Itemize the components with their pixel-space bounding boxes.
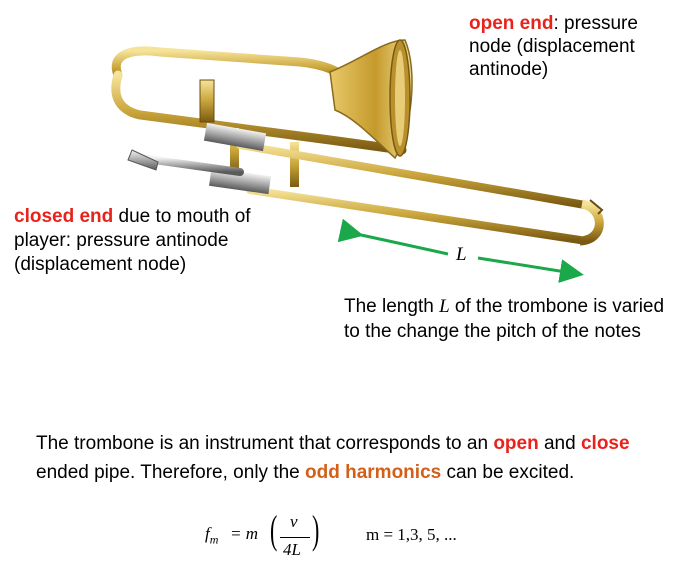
closed-end-annotation [14,205,304,277]
length-note-before: The length [344,296,440,317]
closed-end-highlight: closed end [14,206,114,227]
para-part4: can be excited. [441,462,575,483]
fraction-bar [280,537,310,538]
formula-condition: m = 1,3, 5, ... [366,525,457,544]
closed-end-text: due to mouth of player: pressure antinode (displacement node) [14,206,251,275]
para-part1: The trombone is an instrument that corresponds to an [36,433,494,454]
right-paren: ) [311,507,320,552]
formula-lhs [205,524,218,547]
formula-sub: m [209,532,219,547]
length-symbol: L [456,244,467,265]
para-close-word: close [580,433,630,454]
open-end-highlight: open end [469,13,554,34]
open-end-text: : pressure node (displacement antinode) [469,13,638,80]
para-part3: ended pipe. Therefore, only the [36,462,306,483]
length-note-after: of the trombone is varied to the change the pitch of the notes [344,296,665,342]
left-paren: ( [269,507,278,552]
para-open-word: open [493,433,539,454]
mouthpiece [128,150,158,170]
explanation-paragraph [36,429,676,487]
length-note [344,294,684,344]
formula-denominator: 4L [283,540,301,559]
para-odd-harmonics: odd harmonics [305,462,442,483]
length-note-symbol: L [439,296,450,317]
open-end-annotation [469,12,679,81]
formula-numerator: v [290,512,298,531]
para-part2: and [538,433,581,454]
formula-eq: = m [230,524,258,543]
formula-f: f [205,524,210,543]
